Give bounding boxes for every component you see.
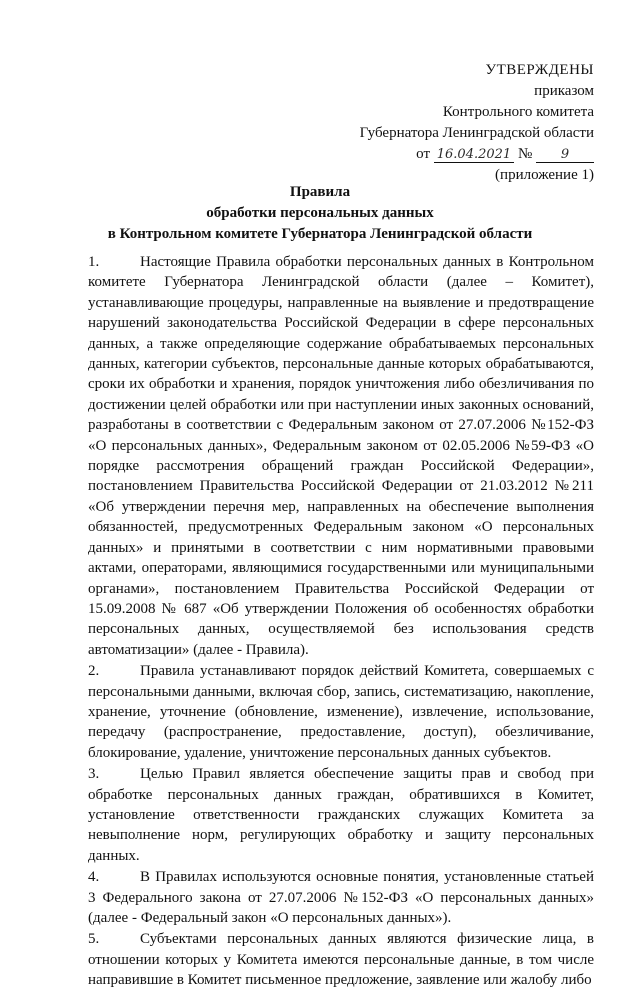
title-line-3: в Контрольном комитете Губернатора Ленинградской области bbox=[107, 226, 533, 242]
paragraph-text: Правила устанавливают порядок действий Комитета, совершаемых с персональными данными, включая сбор, запись, систематизацию, накопление, хранение, уточнение (обновление, изменение), извлечение, использование, передачу (распространение, предоставление, доступ), обезличивание, блокирование, удаление, уничтожение персональных данных субъектов. bbox=[88, 663, 594, 761]
paragraph-text: Настоящие Правила обработки персональных данных в Контрольном комитете Губернатора Ленинградской области (далее – Комитет), устанавливающие процедуры, направленные на выявление и предотвращение нарушений законодательства Российской Федерации в сфере персональных данных, а также определяющие содержание обрабатываемых персональных данных, категории субъектов, персональные данные которых обрабатываются, сроки их обработки и хранения, порядок уничтожения либо обезличивания по достижении целей обработки или при наступлении иных законных оснований, разработаны в соответствии с Федеральным законом от 27.07.2006 №152-ФЗ «О персональных данных», Федеральным законом от 02.05.2006 №59-ФЗ «О порядке рассмотрения обращений граждан Российской Федерации», постановлением Правительства Российской Федерации от 21.03.2012 №211 «Об утверждении перечня мер, направленных на обеспечение выполнения обязанностей, предусмотренных Федеральным законом «О персональных данных» и принятыми в соответствии с ним нормативными правовыми актами, операторами, являющимися государственными или муниципальными органами», постановлением Правительства Российской Федерации от 15.09.2008 № 687 «Об утверждении Положения об особенностях обработки персональных данных, осуществляемой без использования средств автоматизации» (далее - Правила). bbox=[88, 254, 594, 658]
paragraph-4 bbox=[88, 867, 594, 928]
appendix-label: (приложение 1) bbox=[495, 167, 594, 183]
approved-heading: УТВЕРЖДЕНЫ bbox=[485, 62, 594, 78]
paragraph-number: 4. bbox=[88, 869, 100, 886]
paragraph-2 bbox=[88, 661, 594, 763]
handwritten-date: 16.04.2021 bbox=[434, 147, 514, 163]
approval-governor: Губернатора Ленинградской области bbox=[359, 125, 594, 141]
approval-stamp bbox=[360, 60, 594, 186]
paragraph-text: Целью Правил является обеспечение защиты прав и свобод при обработке персональных данных граждан, обратившихся в Комитет, установление ответственности гражданских служащих Комитета за невыполнение норм, регулирующих обработку и защиту персональных данных. bbox=[88, 766, 594, 864]
from-label: от bbox=[416, 146, 430, 162]
paragraph-5 bbox=[88, 929, 594, 990]
approval-date-line bbox=[360, 144, 594, 165]
paragraph-number: 1. bbox=[88, 254, 100, 270]
document-title bbox=[0, 182, 640, 245]
approval-committee: Контрольного комитета bbox=[442, 104, 594, 120]
number-label: № bbox=[517, 146, 533, 162]
title-line-2: обработки персональных данных bbox=[206, 205, 434, 221]
paragraph-text: В Правилах используются основные понятия, установленные статьей 3 Федерального закона от 27.07.2006 №152-ФЗ «О персональных данных» (далее - Федеральный закон «О персональных данных»). bbox=[88, 869, 594, 926]
document-body bbox=[88, 252, 594, 992]
paragraph-number: 2. bbox=[88, 663, 100, 680]
title-line-1: Правила bbox=[289, 184, 351, 200]
paragraph-1 bbox=[88, 252, 594, 660]
paragraph-3 bbox=[88, 764, 594, 866]
approval-order-label: приказом bbox=[534, 83, 594, 99]
paragraph-text: Субъектами персональных данных являются физические лица, в отношении которых у Комитета имеются персональные данные, в том числе направившие в Комитет письменное предложение, заявление или жалобу либо bbox=[88, 931, 594, 989]
handwritten-number: 9 bbox=[536, 147, 594, 163]
paragraph-number: 3. bbox=[88, 766, 100, 783]
paragraph-number: 5. bbox=[88, 931, 100, 948]
